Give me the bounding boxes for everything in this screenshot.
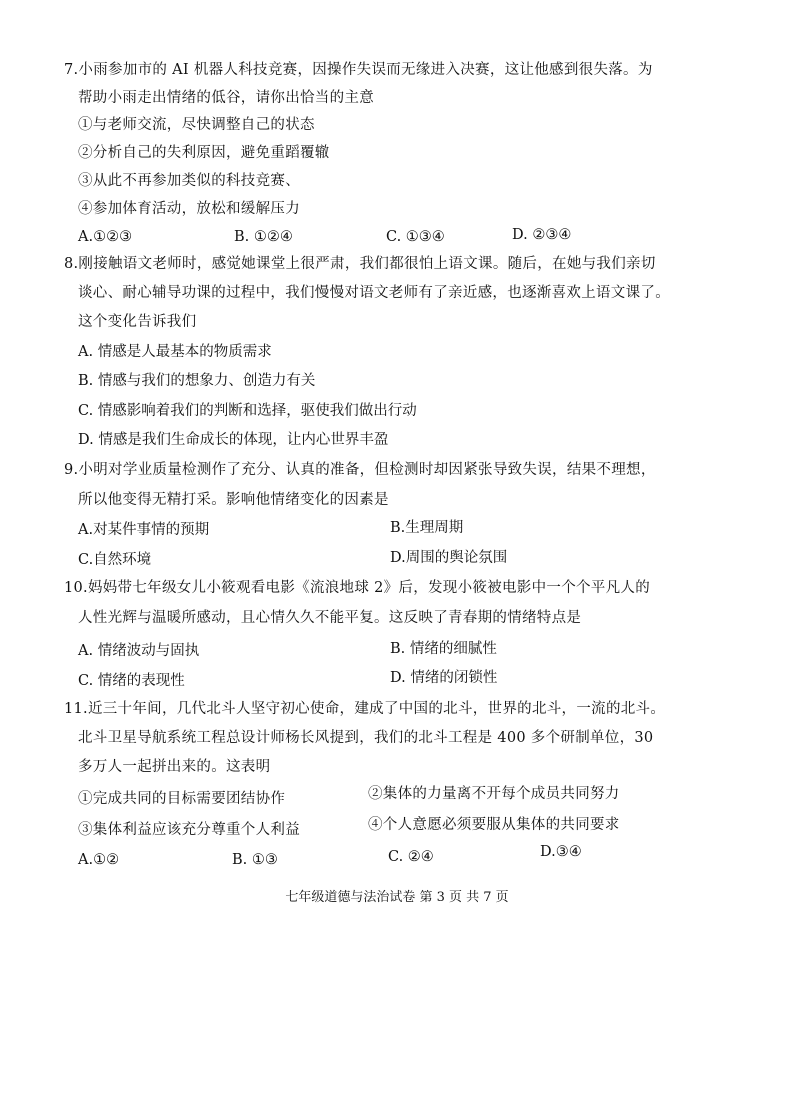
q9-stem-line-2: 所以他变得无精打采。影响他情绪变化的因素是 bbox=[78, 492, 389, 508]
q8-stem-line-3: 这个变化告诉我们 bbox=[78, 314, 197, 330]
q7-stem-line-2: 帮助小雨走出情绪的低谷，请你出恰当的主意 bbox=[78, 90, 374, 106]
q11-stem-line-3: 多万人一起拼出来的。这表明 bbox=[78, 759, 271, 775]
q9-stem-line-1: 9.小明对学业质量检测作了充分、认真的准备，但检测时却因紧张导致失误，结果不理想， bbox=[64, 462, 656, 478]
q9-option-a: A.对某件事情的预期 bbox=[78, 522, 210, 538]
q11-option-d: D.③④ bbox=[540, 844, 582, 860]
q10-option-b: B. 情绪的细腻性 bbox=[390, 641, 497, 657]
q8-stem-line-2: 谈心、耐心辅导功课的过程中，我们慢慢对语文老师有了亲近感，也逐渐喜欢上语文课了。 bbox=[78, 285, 670, 301]
q7-statement-4: ④参加体育活动，放松和缓解压力 bbox=[78, 201, 300, 217]
q10-stem-line-1: 10.妈妈带七年级女儿小筱观看电影《流浪地球 2》后，发现小筱被电影中一个个平凡人的 bbox=[64, 580, 650, 596]
q7-statement-2: ②分析自己的失利原因，避免重蹈覆辙 bbox=[78, 145, 330, 161]
q9-option-b: B.生理周期 bbox=[390, 520, 464, 536]
q11-option-b: B. ①③ bbox=[232, 852, 278, 868]
q8-option-b: B. 情感与我们的想象力、创造力有关 bbox=[78, 373, 316, 389]
q11-stem-line-2: 北斗卫星导航系统工程总设计师杨长风提到，我们的北斗工程是 400 多个研制单位，30 bbox=[78, 730, 654, 746]
q7-statement-1: ①与老师交流，尽快调整自己的状态 bbox=[78, 117, 315, 133]
q11-statement-1: ①完成共同的目标需要团结协作 bbox=[78, 791, 286, 807]
q8-option-a: A. 情感是人最基本的物质需求 bbox=[78, 344, 272, 360]
q11-option-c: C. ②④ bbox=[388, 849, 434, 865]
q7-statement-3: ③从此不再参加类似的科技竞赛、 bbox=[78, 173, 300, 189]
q8-option-d: D. 情感是我们生命成长的体现，让内心世界丰盈 bbox=[78, 432, 389, 448]
q7-stem-line-1: 7.小雨参加市的 AI 机器人科技竞赛，因操作失误而无缘进入决赛，这让他感到很失落。为 bbox=[64, 62, 653, 78]
q7-option-d: D. ②③④ bbox=[512, 227, 572, 243]
q10-option-a: A. 情绪波动与固执 bbox=[78, 643, 200, 659]
q8-stem-line-1: 8.刚接触语文老师时，感觉她课堂上很严肃，我们都很怕上语文课。随后，在她与我们亲切 bbox=[64, 256, 656, 272]
q9-option-d: D.周围的舆论氛围 bbox=[390, 550, 508, 566]
q10-option-d: D. 情绪的闭锁性 bbox=[390, 670, 498, 686]
q10-stem-line-2: 人性光辉与温暖所感动，且心情久久不能平复。这反映了青春期的情绪特点是 bbox=[78, 610, 582, 626]
q11-statement-3: ③集体利益应该充分尊重个人利益 bbox=[78, 822, 300, 838]
q7-option-b: B. ①②④ bbox=[234, 229, 293, 245]
q7-option-c: C. ①③④ bbox=[386, 229, 445, 245]
q11-statement-4: ④个人意愿必须要服从集体的共同要求 bbox=[368, 817, 620, 833]
page-footer: 七年级道德与法治试卷 第 3 页 共 7 页 bbox=[285, 890, 509, 905]
q10-option-c: C. 情绪的表现性 bbox=[78, 673, 185, 689]
q11-option-a: A.①② bbox=[78, 852, 120, 868]
q8-option-c: C. 情感影响着我们的判断和选择，驱使我们做出行动 bbox=[78, 403, 417, 419]
q11-statement-2: ②集体的力量离不开每个成员共同努力 bbox=[368, 786, 620, 802]
q7-option-a: A.①②③ bbox=[78, 229, 133, 245]
q9-option-c: C.自然环境 bbox=[78, 552, 152, 568]
q11-stem-line-1: 11.近三十年间，几代北斗人坚守初心使命，建成了中国的北斗，世界的北斗，一流的北斗。 bbox=[64, 701, 666, 717]
